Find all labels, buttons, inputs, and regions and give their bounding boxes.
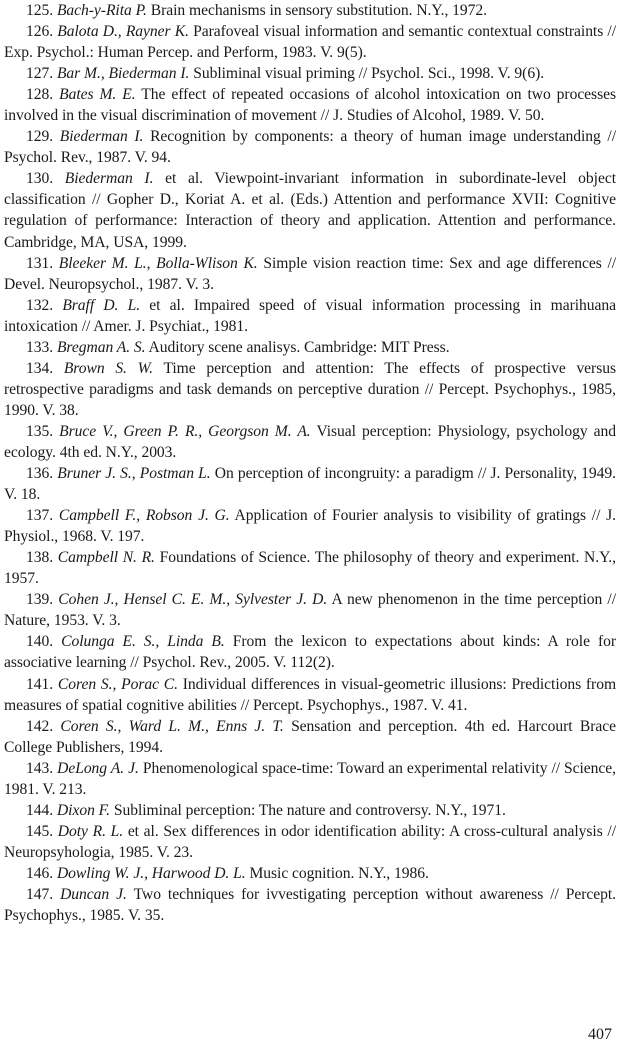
- reference-item: [4, 421, 616, 463]
- reference-number: 129.: [26, 128, 54, 146]
- reference-list: [4, 0, 616, 926]
- reference-number: 136.: [26, 465, 54, 483]
- reference-item: [4, 126, 616, 168]
- reference-number: 135.: [26, 422, 54, 440]
- reference-number: 141.: [26, 675, 54, 693]
- reference-item: [4, 884, 616, 926]
- reference-authors: Coren S., Porac C.: [57, 675, 178, 693]
- reference-item: [4, 463, 616, 505]
- reference-item: [4, 358, 616, 421]
- reference-authors: Biederman I.: [64, 170, 154, 188]
- reference-authors: Braff D. L.: [62, 296, 141, 314]
- reference-item: [4, 547, 616, 589]
- reference-number: 137.: [26, 507, 54, 525]
- reference-item: [4, 589, 616, 631]
- reference-item: [4, 716, 616, 758]
- reference-text: The effect of repeated occasions of alcohol intoxication on two processes involved in the visual discrimination of movement // J. Studies of Alcohol, 1989. V. 50.: [4, 86, 616, 125]
- reference-number: 139.: [26, 591, 54, 609]
- reference-text: Sensation and perception. 4th ed. Harcourt Brace College Publishers, 1994.: [4, 717, 616, 756]
- reference-authors: Bregman A. S.: [56, 338, 146, 356]
- reference-authors: Cohen J., Hensel C. E. M., Sylvester J. D.: [58, 591, 328, 609]
- reference-text: Time perception and attention: The effects of prospective versus retrospective paradigms and task demands on perceptive duration // Percept. Psychophys., 1985, 1990. V. 38.: [4, 359, 616, 419]
- reference-authors: Bar M., Biederman I.: [56, 65, 190, 83]
- reference-item: [4, 84, 616, 126]
- reference-authors: Dowling W. J., Harwood D. L.: [56, 864, 246, 882]
- reference-number: 128.: [26, 86, 54, 104]
- reference-text: Music cognition. N.Y., 1986.: [249, 864, 429, 882]
- reference-text: Two techniques for ivvestigating perception without awareness // Percept. Psychophys., 1985. V. 35.: [4, 885, 617, 925]
- reference-item: [4, 631, 616, 673]
- reference-number: 125.: [26, 2, 54, 19]
- reference-number: 134.: [26, 359, 54, 377]
- reference-text: et al. Sex differences in odor identification ability: A cross-cultural analysis // Neuropsyhologia, 1985. V. 23.: [4, 822, 616, 861]
- reference-authors: Campbell N. R.: [57, 549, 155, 567]
- reference-text: Visual perception: Physiology, psychology and ecology. 4th ed. N.Y., 2003.: [4, 422, 616, 461]
- reference-text: A new phenomenon in the time perception // Nature, 1953. V. 3.: [4, 591, 616, 630]
- reference-authors: Dixon F.: [56, 801, 110, 819]
- reference-number: 133.: [26, 338, 54, 356]
- reference-text: Subliminal perception: The nature and controversy. N.Y., 1971.: [113, 801, 506, 819]
- reference-authors: Biederman I.: [59, 128, 144, 146]
- reference-number: 140.: [26, 633, 54, 651]
- reference-number: 147.: [26, 885, 54, 903]
- reference-item: [4, 21, 616, 63]
- reference-authors: DeLong A. J.: [57, 759, 139, 777]
- reference-number: 126.: [26, 23, 54, 41]
- reference-authors: Balota D., Rayner K.: [57, 23, 189, 41]
- reference-item: [4, 63, 616, 84]
- reference-text: Individual differences in visual-geometric illusions: Predictions from measures of spatial cognitive abilities // Percept. Psychophys., 1987. V. 41.: [4, 675, 617, 714]
- reference-number: 131.: [26, 254, 54, 272]
- reference-number: 144.: [26, 801, 54, 819]
- reference-authors: Bates M. E.: [59, 86, 136, 104]
- reference-authors: Brown S. W.: [63, 359, 153, 377]
- reference-item: [4, 253, 616, 295]
- reference-authors: Coren S., Ward L. M., Enns J. T.: [60, 717, 284, 735]
- reference-number: 132.: [26, 296, 54, 314]
- reference-number: 138.: [26, 549, 54, 567]
- reference-item: [4, 821, 616, 863]
- reference-text: On perception of incongruity: a paradigm // J. Personality, 1949. V. 18.: [4, 465, 616, 504]
- reference-item: [4, 863, 616, 884]
- reference-item: [4, 337, 616, 358]
- reference-item: [4, 0, 616, 21]
- reference-text: et al. Viewpoint-invariant information in subordinate-level object classification // Gopher D., Koriat A. et al. (Eds.) Attention and performance XVII: Cognitive regulation of performance: Interaction of theory and application. Attention and performance. Cambridge, MA, USA, 1999.: [4, 170, 616, 251]
- reference-item: [4, 800, 616, 821]
- reference-text: Auditory scene analisys. Cambridge: MIT Press.: [148, 338, 450, 356]
- reference-authors: Bleeker M. L., Bolla-Wlison K.: [58, 254, 258, 272]
- reference-item: [4, 758, 616, 800]
- reference-number: 142.: [26, 717, 54, 735]
- reference-authors: Bach-y-Rita P.: [56, 2, 147, 19]
- reference-text: Simple vision reaction time: Sex and age differences // Devel. Neuropsychol., 1987. V. 3.: [4, 254, 617, 293]
- reference-number: 146.: [26, 864, 54, 882]
- reference-authors: Bruce V., Green P. R., Georgson M. A.: [59, 422, 311, 440]
- reference-item: [4, 505, 616, 547]
- reference-text: et al. Impaired speed of visual information processing in marihuana intoxication // Amer. J. Psychiat., 1981.: [4, 296, 616, 335]
- page-number: 407: [588, 1026, 612, 1043]
- reference-authors: Doty R. L.: [57, 822, 124, 840]
- reference-text: Parafoveal visual information and semantic contextual constraints // Exp. Psychol.: Human Percep. and Perform, 1983. V. 9(5).: [4, 23, 616, 62]
- reference-item: [4, 295, 616, 337]
- reference-text: Recognition by components: a theory of human image understanding // Psychol. Rev., 1987. V. 94.: [4, 128, 616, 167]
- reference-authors: Bruner J. S., Postman L.: [57, 465, 211, 483]
- reference-number: 145.: [26, 822, 54, 840]
- reference-number: 143.: [26, 759, 54, 777]
- reference-number: 127.: [26, 65, 54, 83]
- reference-text: From the lexicon to expectations about kinds: A role for associative learning // Psychol. Rev., 2005. V. 112(2).: [4, 633, 616, 672]
- reference-text: Phenomenological space-time: Toward an experimental relativity // Science, 1981. V. 213.: [4, 759, 617, 798]
- reference-authors: Duncan J.: [60, 885, 127, 903]
- reference-number: 130.: [26, 170, 54, 188]
- reference-text: Brain mechanisms in sensory substitution. N.Y., 1972.: [150, 2, 487, 19]
- reference-text: Application of Fourier analysis to visibility of gratings // J. Physiol., 1968. V. 197.: [4, 507, 616, 546]
- reference-authors: Colunga E. S., Linda B.: [61, 633, 225, 651]
- reference-text: Foundations of Science. The philosophy of theory and experiment. N.Y., 1957.: [4, 549, 616, 588]
- reference-item: [4, 168, 616, 252]
- reference-item: [4, 674, 616, 716]
- reference-authors: Campbell F., Robson J. G.: [58, 507, 230, 525]
- reference-text: Subliminal visual priming // Psychol. Sci., 1998. V. 9(6).: [193, 65, 545, 83]
